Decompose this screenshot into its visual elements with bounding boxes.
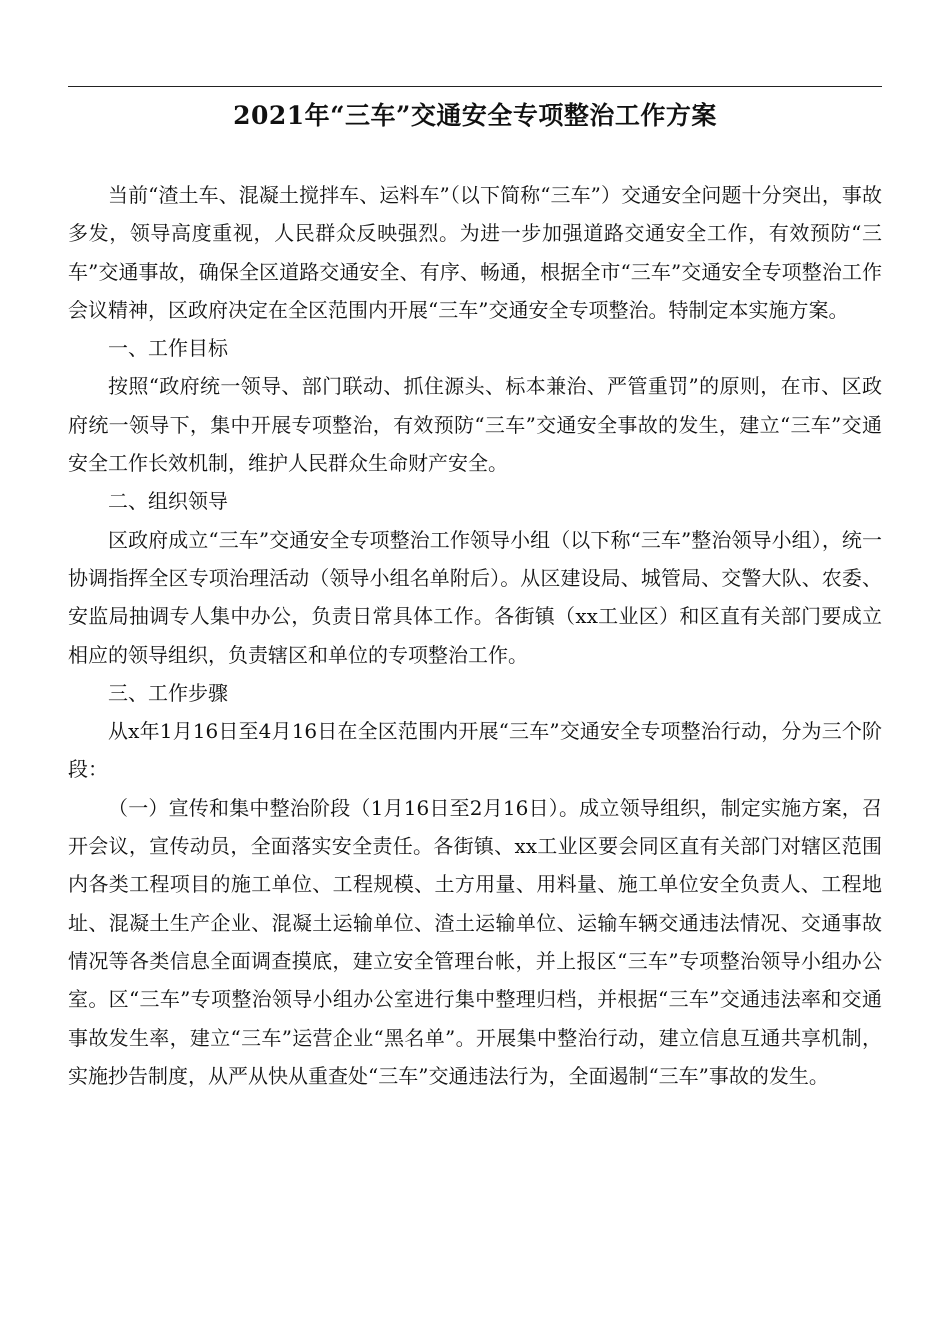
section-heading-organization: 二、组织领导: [108, 489, 228, 514]
organization-paragraph: 区政府成立“三车”交通安全专项整治工作领导小组（以下称“三车”整治领导小组），统一协调指挥全区专项治理活动（领导小组名单附后）。从区建设局、城管局、交警大队、农委、安监局抽调专人集中办公，负责日常具体工作。各街镇（xx工业区）和区直有关部门要成立相应的领导组织，负责辖区和单位的专项整治工作。: [68, 527, 882, 667]
section-heading-steps: 三、工作步骤: [108, 680, 228, 705]
section-heading-goals: 一、工作目标: [108, 336, 228, 361]
header-rule: [68, 86, 882, 87]
document-body: [68, 176, 882, 1095]
phase-one-paragraph: （一）宣传和集中整治阶段（1月16日至2月16日）。成立领导组织，制定实施方案，召开会议，宣传动员，全面落实安全责任。各街镇、xx工业区要会同区直有关部门对辖区范围内各类工程项目的施工单位、工程规模、土方用量、用料量、施工单位安全负责人、工程地址、混凝土生产企业、混凝土运输单位、渣土运输单位、运输车辆交通违法情况、交通事故情况等各类信息全面调查摸底，建立安全管理台帐，并上报区“三车”专项整治领导小组办公室。区“三车”专项整治领导小组办公室进行集中整理归档，并根据“三车”交通违法率和交通事故发生率，建立“三车”运营企业“黑名单”。开展集中整治行动，建立信息互通共享机制，实施抄告制度，从严从快从重查处“三车”交通违法行为，全面遏制“三车”事故的发生。: [68, 795, 882, 1088]
goals-paragraph: 按照“政府统一领导、部门联动、抓住源头、标本兼治、严管重罚”的原则，在市、区政府统一领导下，集中开展专项整治，有效预防“三车”交通安全事故的发生，建立“三车”交通安全工作长效机制，维护人民群众生命财产安全。: [68, 374, 882, 476]
steps-paragraph: 从x年1月16日至4月16日在全区范围内开展“三车”交通安全专项整治行动，分为三个阶段：: [68, 719, 882, 782]
intro-paragraph: 当前“渣土车、混凝土搅拌车、运料车”（以下简称“三车”）交通安全问题十分突出，事故多发，领导高度重视，人民群众反映强烈。为进一步加强道路交通安全工作，有效预防“三车”交通事故，确保全区道路交通安全、有序、畅通，根据全市“三车”交通安全专项整治工作会议精神，区政府决定在全区范围内开展“三车”交通安全专项整治。特制定本实施方案。: [68, 183, 882, 322]
document-title: 2021年“三车”交通安全专项整治工作方案: [233, 101, 717, 130]
